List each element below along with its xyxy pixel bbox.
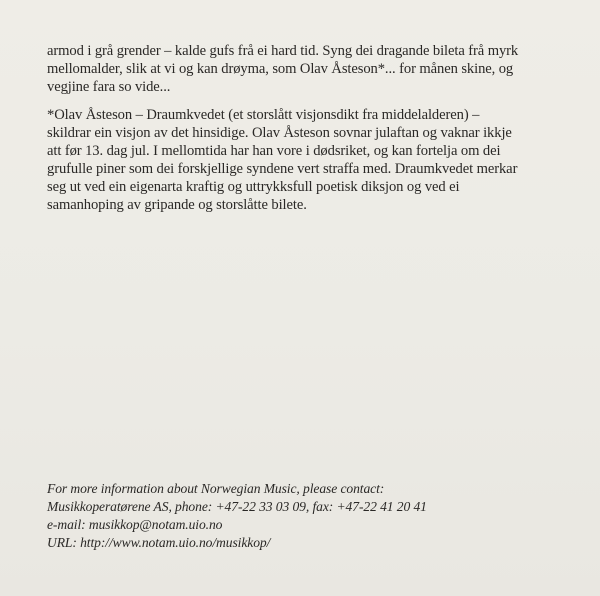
intro-line: vegjine fara so vide...: [47, 79, 171, 95]
contact-url: URL: http://www.notam.uio.no/musikkop/: [47, 535, 271, 550]
contact-heading: For more information about Norwegian Music, please contact:: [47, 481, 385, 496]
footnote-line: grufulle piner som dei forskjellige syndene vert straffa med. Draumkvedet merkar: [47, 161, 518, 177]
intro-line: mellomalder, slik at vi og kan drøyma, som Olav Åsteson*... for månen skine, og: [47, 61, 514, 77]
contact-company-phone-fax: Musikkoperatørene AS, phone: +47-22 33 03 09, fax: +47-22 41 20 41: [47, 499, 427, 514]
footnote-line: att før 13. dag jul. I mellomtida har han vore i dødsriket, og kan fortelja om dei: [47, 143, 501, 159]
intro-line: armod i grå grender – kalde gufs frå ei hard tid. Syng dei dragande bileta frå myrk: [47, 43, 519, 59]
footnote-line: skildrar ein visjon av det hinsidige. Olav Åsteson sovnar julaftan og vaknar ikkje: [47, 125, 512, 141]
footnote-line: *Olav Åsteson – Draumkvedet (et storslått visjonsdikt fra middelalderen) –: [47, 107, 480, 123]
contact-email: e-mail: musikkop@notam.uio.no: [47, 517, 223, 532]
footnote-line: seg ut ved ein eigenarta kraftig og uttrykksfull poetisk diksjon og ved ei: [47, 179, 460, 195]
footnote-line: samanhoping av gripande og storslåtte bilete.: [47, 197, 307, 213]
